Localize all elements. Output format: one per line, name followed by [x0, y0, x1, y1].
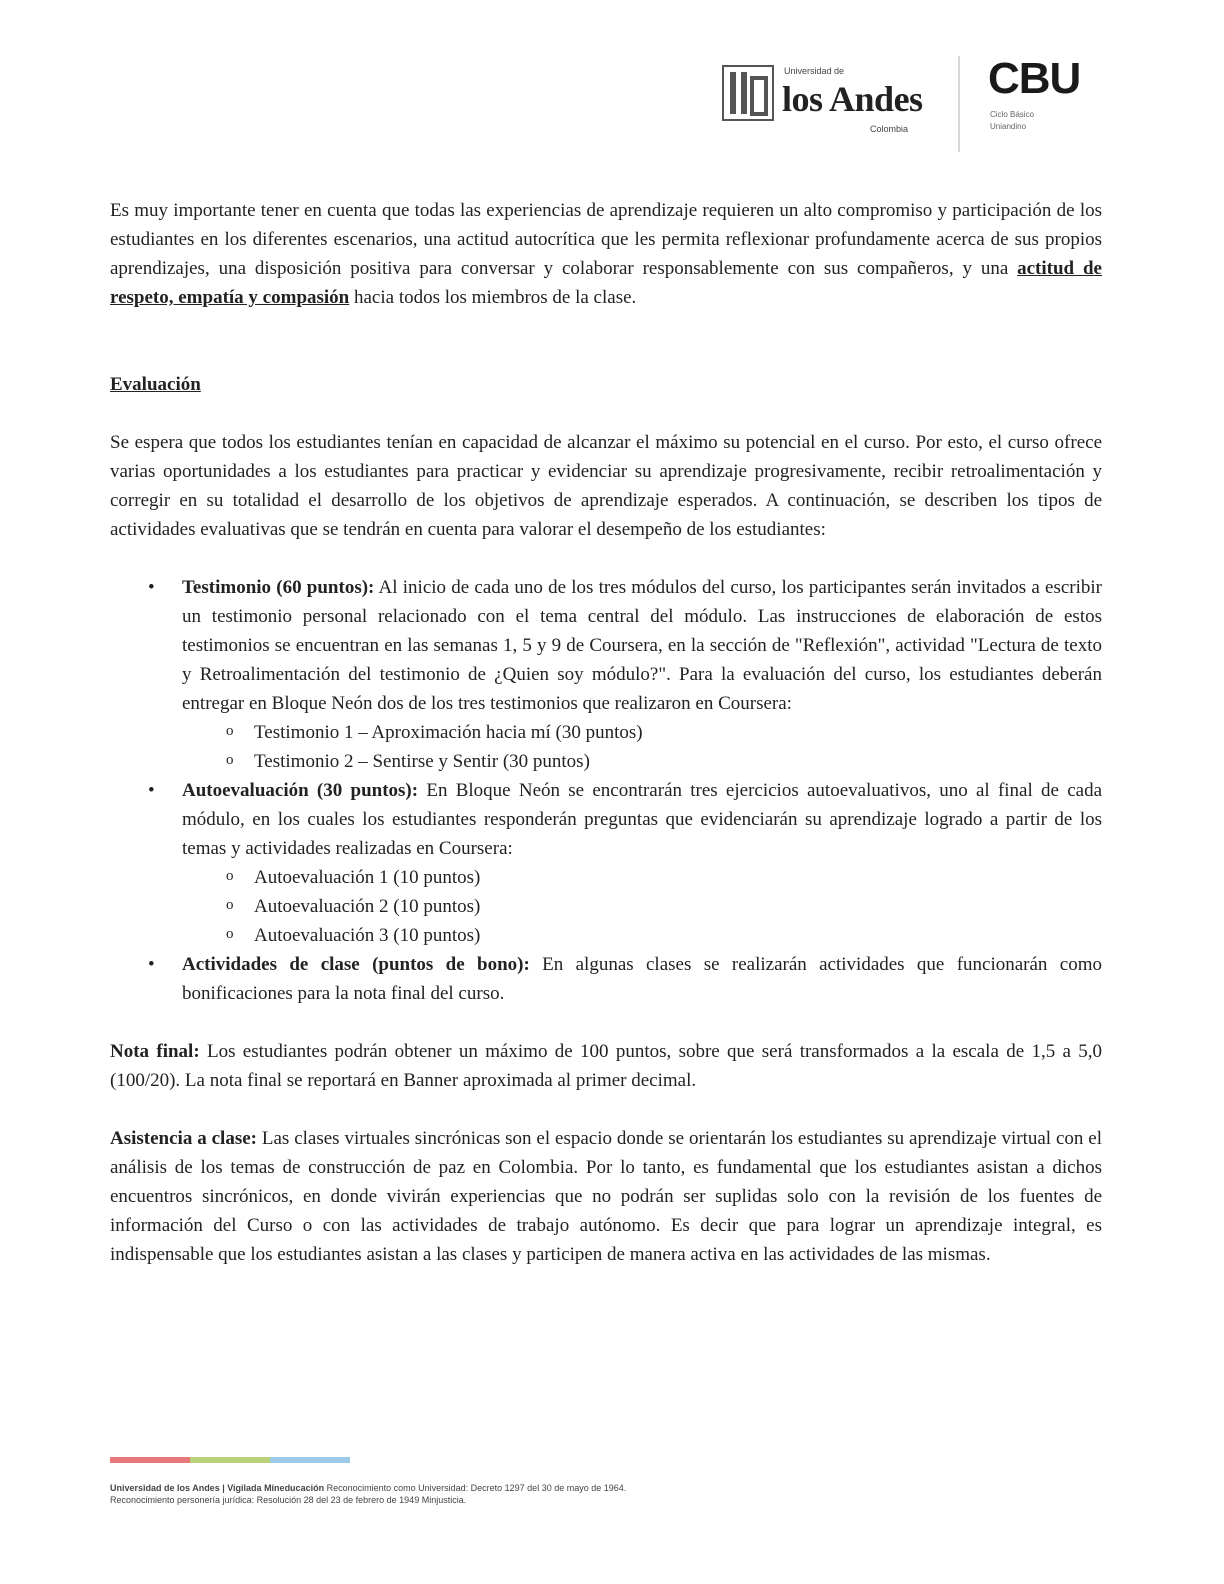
- logo-university-label: Universidad de: [784, 66, 845, 76]
- list-item-text: Al inicio de cada uno de los tres módulos del curso, los participantes serán invitados a escribir un testimonio personal relacionado con el tema central del módulo. Las instrucciones de elaboración de estos testimonios se encuentran en las semanas 1, 5 y 9 de Coursera, en la sección de "Reflexión", actividad "Lectura de texto y Retroalimentación del testimonio de ¿Quien soy módulo?". Para la evaluación del curso, los estudiantes deberán entregar en Bloque Neón dos de los tres testimonios que realizaron en Coursera:: [182, 577, 1102, 714]
- attendance-paragraph: Asistencia a clase: Las clases virtuales sincrónicas son el espacio donde se orientarán los estudiantes su aprendizaje virtual con el análisis de los temas de construcción de paz en Colombia. Por lo tanto, es fundamental que los estudiantes asistan a dichos encuentros sincrónicos, en donde vivirán experiencias que no podrán ser suplidas solo con la revisión de los fuentes de información del Curso o con las actividades de trabajo autónomo. Es decir que para lograr un aprendizaje integral, es indispensable que los estudiantes asistan a las clases y participen de manera activa en las actividades de las mismas.: [110, 1128, 1102, 1265]
- cbu-logo-text: CBU: [988, 54, 1081, 103]
- uniandes-emblem-icon: [722, 64, 774, 122]
- list-item-title: Autoevaluación (30 puntos):: [182, 780, 419, 801]
- uniandes-logo: [722, 58, 932, 148]
- list-item: [182, 573, 1102, 776]
- final-grade-title: Nota final:: [110, 1041, 200, 1062]
- logo-divider: [958, 56, 960, 152]
- cbu-subtitle-2: Uniandino: [990, 122, 1027, 131]
- sub-list: [182, 863, 1102, 950]
- logo-university-name: los Andes: [782, 79, 923, 119]
- sub-list-item: o Autoevaluación 2 (10 puntos): [254, 892, 1102, 921]
- footer-color-segment: [270, 1457, 350, 1463]
- evaluation-paragraph: Se espera que todos los estudiantes tenían en capacidad de alcanzar el máximo su potencial en el curso. Por esto, el curso ofrece varias oportunidades a los estudiantes para practicar y evidenciar su aprendizaje progresivamente, recibir retroalimentación y corregir en su totalidad el desarrollo de los objetivos de aprendizaje esperados. A continuación, se describen los tipos de actividades evaluativas que se tendrán en cuenta para valorar el desempeño de los estudiantes:: [110, 432, 1102, 540]
- attendance-title: Asistencia a clase:: [110, 1128, 257, 1149]
- section-heading: Evaluación: [110, 374, 201, 395]
- final-grade-paragraph: Nota final: Los estudiantes podrán obtener un máximo de 100 puntos, sobre que será transformados a la escala de 1,5 a 5,0 (100/20). La nota final se reportará en Banner aproximada al primer decimal.: [110, 1041, 1103, 1091]
- cbu-logo: [988, 54, 1088, 150]
- sub-list-item: o Autoevaluación 3 (10 puntos): [254, 921, 1102, 950]
- emphasis-text: actitud de respeto, empatía y compasión: [110, 258, 1102, 308]
- footer-legal: Reconocimiento personería jurídica: Resolución 28 del 23 de febrero de 1949 Minjusticia.: [110, 1495, 467, 1505]
- list-item-text: En algunas clases se realizarán actividades que funcionarán como bonificaciones para la nota final del curso.: [182, 954, 1102, 1004]
- list-item-title: Actividades de clase (puntos de bono):: [182, 954, 530, 975]
- sub-list-item: o Testimonio 2 – Sentirse y Sentir (30 puntos): [254, 747, 1102, 776]
- list-item-text: En Bloque Neón se encontrarán tres ejercicios autoevaluativos, uno al final de cada módulo, en los cuales los estudiantes responderán preguntas que evidenciarán su aprendizaje logrado a partir de los temas y actividades realizadas en Coursera:: [182, 780, 1102, 859]
- sub-list: [182, 718, 1102, 776]
- document-body: [110, 196, 1102, 1269]
- footer-color-bar: [110, 1457, 350, 1463]
- footer-color-segment: [190, 1457, 270, 1463]
- list-item: [182, 950, 1102, 1008]
- sub-list-item: o Autoevaluación 1 (10 puntos): [254, 863, 1102, 892]
- logo-country: Colombia: [870, 124, 909, 134]
- footer-institution: Universidad de los Andes | Vigilada Mineducación: [110, 1483, 325, 1493]
- sub-list-item: o Testimonio 1 – Aproximación hacia mí (30 puntos): [254, 718, 1102, 747]
- intro-paragraph: Es muy importante tener en cuenta que todas las experiencias de aprendizaje requieren un alto compromiso y participación de los estudiantes en los diferentes escenarios, una actitud autocrítica que les permita reflexionar profundamente acerca de sus propios aprendizajes, una disposición positiva para conversar y colaborar responsablemente con sus compañeros, y una actitud de respeto, empatía y compasión hacia todos los miembros de la clase.: [110, 200, 1102, 308]
- footer-color-segment: [110, 1457, 190, 1463]
- evaluation-list: [110, 573, 1102, 1008]
- list-item-title: Testimonio (60 puntos):: [182, 577, 375, 598]
- footer-text: Universidad de los Andes | Vigilada Mineducación Reconocimiento como Universidad: Decreto 1297 del 30 de mayo de 1964. Reconocimiento personería jurídica: Resolución 28 del 23 de febrero de 1949 Minjusticia.: [110, 1482, 870, 1506]
- list-item: [182, 776, 1102, 950]
- cbu-subtitle-1: Ciclo Básico: [990, 110, 1035, 119]
